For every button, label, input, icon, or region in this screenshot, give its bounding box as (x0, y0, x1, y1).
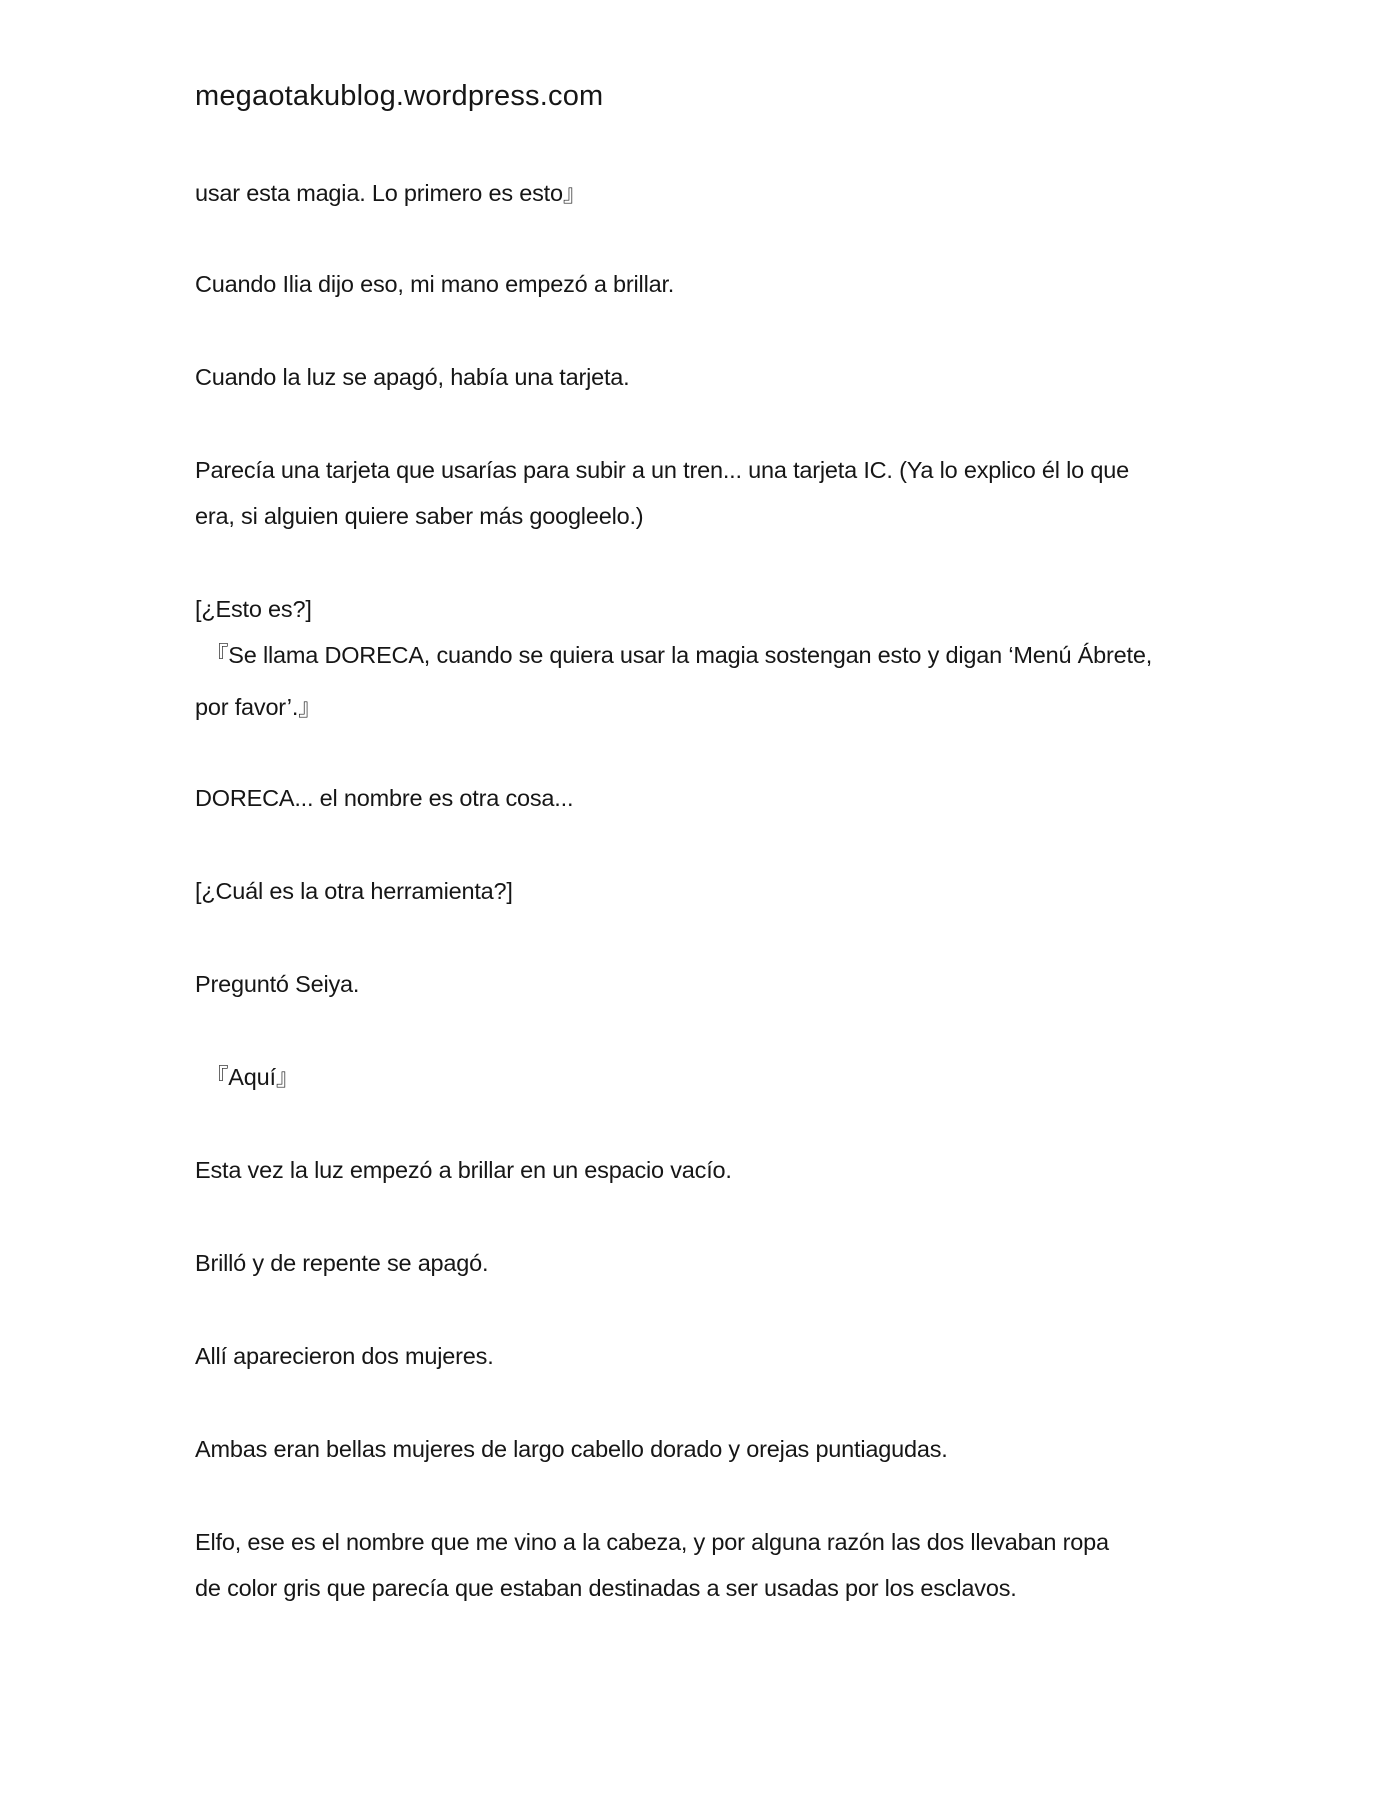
text-line: Brilló y de repente se apagó. (195, 1250, 489, 1276)
text-line: Preguntó Seiya. (195, 971, 360, 997)
text-line: Cuando Ilia dijo eso, mi mano empezó a brillar. (195, 271, 675, 297)
site-header: megaotakublog.wordpress.com (195, 80, 604, 112)
text-line: Parecía una tarjeta que usarías para subir a un tren... una tarjeta IC. (Ya lo explico él lo que (195, 457, 1129, 483)
text-line: por favor’.』 (195, 694, 322, 720)
text-line: [¿Esto es?] (195, 596, 312, 622)
text-line: DORECA... el nombre es otra cosa... (195, 785, 574, 811)
text-line: Cuando la luz se apagó, había una tarjeta. (195, 364, 630, 390)
text-line: usar esta magia. Lo primero es esto』 (195, 180, 587, 206)
text-line: era, si alguien quiere saber más googleelo.) (195, 503, 644, 529)
text-line: Esta vez la luz empezó a brillar en un espacio vacío. (195, 1157, 732, 1183)
text-line: 『Se llama DORECA, cuando se quiera usar la magia sostengan esto y digan ‘Menú Ábrete, (205, 642, 1153, 668)
text-line: Allí aparecieron dos mujeres. (195, 1343, 494, 1369)
text-line: 『Aquí』 (205, 1064, 300, 1090)
text-line: Elfo, ese es el nombre que me vino a la cabeza, y por alguna razón las dos llevaban ropa (195, 1529, 1109, 1555)
text-line: Ambas eran bellas mujeres de largo cabello dorado y orejas puntiagudas. (195, 1436, 948, 1462)
text-line: de color gris que parecía que estaban destinadas a ser usadas por los esclavos. (195, 1575, 1017, 1601)
text-line: [¿Cuál es la otra herramienta?] (195, 878, 513, 904)
